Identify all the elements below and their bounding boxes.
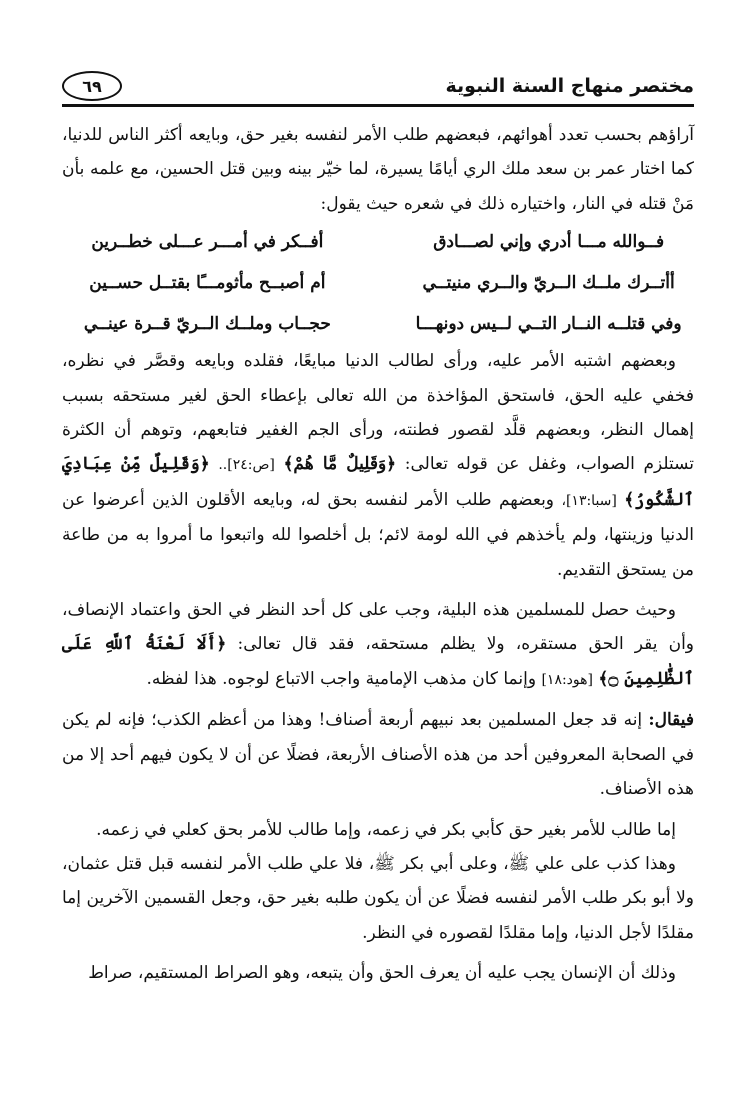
hemistich-right: وفي قتلــه النــار التــي لــيس دونهـــا [415,313,682,334]
poem-verse-3 [62,303,694,344]
page-header [62,70,694,102]
poem [62,221,694,344]
hemistich-right: فــوالله مـــا أدري وإني لصـــادق [433,231,665,252]
hemistich-left: حجــاب وملــك الــريّ قــرة عينــي [83,313,331,334]
paragraph-1: آراؤهم بحسب تعدد أهوائهم، فبعضهم طلب الأمر لنفسه بغير حق، وبايعه أكثر الناس للدنيا، كما اختار عمر بن سعد ملك الري أيامًا يسيرة، لما خيّر بينه وبين قتل الحسين، مع علمه بأن مَنْ قتله في النار، واختياره ذلك في شعره حيث يقول: [62,125,694,214]
header-rule [62,104,694,107]
paragraph-2 [62,344,694,587]
hemistich-left: أم أصبــح مأثومـــًا بقتــل حســين [89,272,326,293]
verse-citation: [هود:١٨] [541,671,593,688]
poem-verse-2 [62,262,694,303]
poem-verse-1 [62,221,694,262]
paragraph-5: إما طالب للأمر بغير حق كأبي بكر في زعمه، وإما طالب للأمر بحق كعلي في زعمه. [96,819,676,840]
paragraph-4-text: إنه قد جعل المسلمين بعد نبيهم أربعة أصناف! وهذا من أعظم الكذب؛ فإنه لم يكن في الصحابة المعروفين أحد من هذه الأصناف الأربعة، فضلًا عن أن لا يكون فيهم أحد إلا من هذه الأصناف. [62,710,694,800]
paragraph-6: وهذا كذب على علي ﷺ، وعلى أبي بكر ﷺ، فلا علي طلب الأمر لنفسه قبل قتل عثمان، ولا أبو بكر طلب الأمر لنفسه فضلًا عن أن يكون طلبه بغير حق، وجعل القسمين الآخرين إما مقلدًا لأجل الدنيا، وإما مقلدًا لقصوره في النظر. [62,853,694,943]
paragraph-3-text-b: وإنما كان مذهب الإمامية واجب الاتباع لوجوه. هذا لفظه. [146,668,537,689]
hemistich-right: أأتــرك ملــك الــريّ والــري منيتــي [422,272,675,293]
paragraph-2-text-b: وبعضهم طلب الأمر لنفسه بحق له، وبايعه الأقلون الذين أعرضوا عن الدنيا وزينتها، ولم يأخذهم في الله لومة لائم؛ بل أخلصوا لله واتبعوا ما أمروا به من طاعة من يستحق التقديم. [62,489,694,580]
paragraph-3-text-a: وحيث حصل للمسلمين هذه البلية، وجب على كل أحد النظر في الحق واعتماد الإنصاف، وأن يقر الحق مستقره، ولا يظلم مستحقه، فقد قال تعالى: [62,600,695,655]
verse-citation: [سبا:١٣]، [561,492,617,509]
paragraph-7: وذلك أن الإنسان يجب عليه أن يعرف الحق وأن يتبعه، وهو الصراط المستقيم، صراط [88,963,676,984]
verse-citation: [ص:٢٤].. [218,457,275,474]
paragraph-4 [62,703,694,806]
paragraph-2-text-a: وبعضهم اشتبه الأمر عليه، ورأى لطالب الدنيا مبايعًا، فقلده وبايعه وقصَّر في نظره، فخفي عليه الحق، فاستحق المؤاخذة من الله تعالى بإعطاء الحق لغير مستحقه بسبب إهمال النظر، وبعضهم قلَّد لقصور فطنته، ورأى الجم الغفير فتابعهم، وتوهم أن الكثرة تستلزم الصواب، وغفل عن قوله تعالى: [62,351,695,475]
quran-verse: ﴿أَلَا لَعْنَةُ ٱللَّهِ عَلَى ٱلظَّٰلِمِينَ ۝﴾ [62,634,694,689]
page-body [62,118,694,991]
hemistich-left: أفــكر في أمـــر عـــلى خطــرين [91,231,324,252]
running-title: مختصر منهاج السنة النبوية [445,75,694,97]
paragraph-4-lead: فيقال: [648,710,695,731]
page-number-badge: ٦٩ [62,71,122,101]
quran-verse: ﴿وَقَلِيلٌ مَّا هُمْ﴾ [283,454,397,475]
paragraph-3 [62,593,694,697]
quran-verse: ﴿وَقَلِيلٌ مِّنْ عِبَادِيَ ٱلشَّكُورُ﴾ [62,454,695,510]
